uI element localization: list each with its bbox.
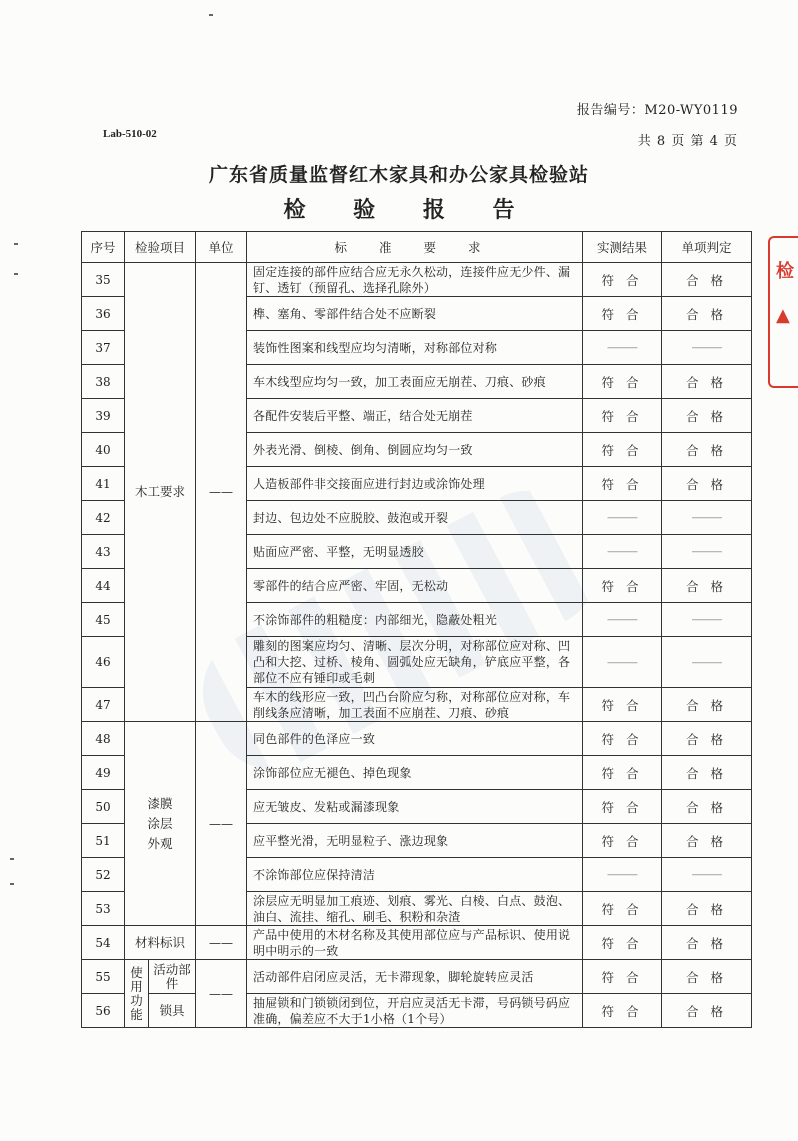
row-no: 38 xyxy=(82,365,125,399)
row-no: 36 xyxy=(82,297,125,331)
report-number: 报告编号：M20-WY0119 xyxy=(576,103,738,118)
judgement-cell: 合 格 xyxy=(662,960,752,994)
requirement-text: 同色部件的色泽应一致 xyxy=(247,722,583,756)
scan-mark xyxy=(14,243,18,245)
row-no: 44 xyxy=(82,569,125,603)
col-header-result: 实测结果 xyxy=(583,232,662,263)
col-header-judgement: 单项判定 xyxy=(662,232,752,263)
judgement-cell: 合 格 xyxy=(662,365,752,399)
row-no: 42 xyxy=(82,501,125,535)
row-no: 43 xyxy=(82,535,125,569)
result-cell: ——— xyxy=(583,637,662,688)
row-no: 37 xyxy=(82,331,125,365)
row-no: 39 xyxy=(82,399,125,433)
requirement-text: 零部件的结合应严密、牢固，无松动 xyxy=(247,569,583,603)
page-info: 共 8 页 第 4 页 xyxy=(637,134,738,149)
station-name: 广东省质量监督红木家具和办公家具检验站 xyxy=(208,164,589,186)
requirement-text: 贴面应严密、平整，无明显透胶 xyxy=(247,535,583,569)
judgement-cell: 合 格 xyxy=(662,756,752,790)
result-cell: ——— xyxy=(583,331,662,365)
result-cell: 符 合 xyxy=(583,433,662,467)
requirement-text: 榫、塞角、零部件结合处不应断裂 xyxy=(247,297,583,331)
unit-cell: —— xyxy=(196,722,247,926)
judgement-cell: 合 格 xyxy=(662,926,752,960)
judgement-cell: ——— xyxy=(662,535,752,569)
result-cell: 符 合 xyxy=(583,569,662,603)
result-cell: ——— xyxy=(583,603,662,637)
group-function: 使用功能 xyxy=(125,960,149,1028)
subgroup-lock: 锁具 xyxy=(149,994,196,1028)
group-material: 材料标识 xyxy=(125,926,196,960)
requirement-text: 固定连接的部件应结合应无永久松动，连接件应无少件、漏钉、透钉（预留孔、选择孔除外） xyxy=(247,263,583,297)
row-no: 48 xyxy=(82,722,125,756)
col-header-no: 序号 xyxy=(82,232,125,263)
row-no: 41 xyxy=(82,467,125,501)
scan-mark xyxy=(10,858,14,860)
result-cell: 符 合 xyxy=(583,790,662,824)
result-cell: 符 合 xyxy=(583,722,662,756)
col-header-unit: 单位 xyxy=(196,232,247,263)
official-stamp: 检 ▲ xyxy=(768,236,798,388)
judgement-cell: 合 格 xyxy=(662,263,752,297)
requirement-text: 应平整光滑，无明显粒子、涨边现象 xyxy=(247,824,583,858)
row-no: 35 xyxy=(82,263,125,297)
scan-mark xyxy=(209,14,213,16)
result-cell: 符 合 xyxy=(583,467,662,501)
table-header-row xyxy=(82,232,752,263)
judgement-cell: 合 格 xyxy=(662,399,752,433)
result-cell: ——— xyxy=(583,858,662,892)
result-cell: 符 合 xyxy=(583,263,662,297)
requirement-text: 涂饰部位应无褪色、掉色现象 xyxy=(247,756,583,790)
col-header-item: 检验项目 xyxy=(125,232,196,263)
group-woodwork: 木工要求 xyxy=(125,263,196,722)
requirement-text: 各配件安装后平整、端正，结合处无崩茬 xyxy=(247,399,583,433)
result-cell: ——— xyxy=(583,501,662,535)
result-cell: 符 合 xyxy=(583,994,662,1028)
judgement-cell: 合 格 xyxy=(662,688,752,722)
judgement-cell: ——— xyxy=(662,637,752,688)
lab-code: Lab-510-02 xyxy=(103,128,157,140)
result-cell: 符 合 xyxy=(583,365,662,399)
requirement-text: 车木线型应均匀一致，加工表面应无崩茬、刀痕、砂痕 xyxy=(247,365,583,399)
row-no: 56 xyxy=(82,994,125,1028)
result-cell: 符 合 xyxy=(583,824,662,858)
requirement-text: 装饰性图案和线型应均匀清晰，对称部位对称 xyxy=(247,331,583,365)
result-cell: 符 合 xyxy=(583,688,662,722)
requirement-text: 应无皱皮、发粘或漏漆现象 xyxy=(247,790,583,824)
table-row xyxy=(82,994,752,1028)
requirement-text: 抽屉锁和门锁锁闭到位，开启应灵活无卡滞，号码锁号码应准确，偏差应不大于1小格（1个号） xyxy=(247,994,583,1028)
row-no: 47 xyxy=(82,688,125,722)
judgement-cell: ——— xyxy=(662,858,752,892)
result-cell: 符 合 xyxy=(583,756,662,790)
judgement-cell: 合 格 xyxy=(662,569,752,603)
row-no: 53 xyxy=(82,892,125,926)
inspection-table xyxy=(81,231,752,1028)
requirement-text: 不涂饰部件的粗糙度：内部细光，隐蔽处粗光 xyxy=(247,603,583,637)
requirement-text: 雕刻的图案应均匀、清晰、层次分明，对称部位应对称、凹凸和大挖、过桥、棱角、圆弧处应无缺角，铲底应平整，各部位不应有锤印或毛刺 xyxy=(247,637,583,688)
table-row xyxy=(82,960,752,994)
report-title: 检 验 报 告 xyxy=(283,198,535,223)
unit-cell: —— xyxy=(196,926,247,960)
table-row xyxy=(82,926,752,960)
row-no: 49 xyxy=(82,756,125,790)
row-no: 50 xyxy=(82,790,125,824)
scan-mark xyxy=(14,273,18,275)
table-row xyxy=(82,722,752,756)
row-no: 55 xyxy=(82,960,125,994)
table-row xyxy=(82,263,752,297)
row-no: 45 xyxy=(82,603,125,637)
row-no: 46 xyxy=(82,637,125,688)
requirement-text: 外表光滑、倒棱、倒角、倒圆应均匀一致 xyxy=(247,433,583,467)
subgroup-moving-parts: 活动部件 xyxy=(149,960,196,994)
row-no: 40 xyxy=(82,433,125,467)
judgement-cell: 合 格 xyxy=(662,994,752,1028)
result-cell: ——— xyxy=(583,535,662,569)
requirement-text: 人造板部件非交接面应进行封边或涂饰处理 xyxy=(247,467,583,501)
judgement-cell: 合 格 xyxy=(662,824,752,858)
requirement-text: 封边、包边处不应脱胶、鼓泡或开裂 xyxy=(247,501,583,535)
row-no: 54 xyxy=(82,926,125,960)
judgement-cell: 合 格 xyxy=(662,467,752,501)
judgement-cell: ——— xyxy=(662,501,752,535)
requirement-text: 活动部件启闭应灵活，无卡滞现象，脚轮旋转应灵活 xyxy=(247,960,583,994)
judgement-cell: 合 格 xyxy=(662,892,752,926)
result-cell: 符 合 xyxy=(583,960,662,994)
judgement-cell: ——— xyxy=(662,603,752,637)
judgement-cell: 合 格 xyxy=(662,790,752,824)
requirement-text: 不涂饰部位应保持清洁 xyxy=(247,858,583,892)
judgement-cell: 合 格 xyxy=(662,433,752,467)
row-no: 51 xyxy=(82,824,125,858)
judgement-cell: 合 格 xyxy=(662,722,752,756)
requirement-text: 产品中使用的木材名称及其使用部位应与产品标识、使用说明中明示的一致 xyxy=(247,926,583,960)
judgement-cell: 合 格 xyxy=(662,297,752,331)
unit-cell: —— xyxy=(196,263,247,722)
unit-cell: —— xyxy=(196,960,247,1028)
group-coating: 漆膜涂层外观 xyxy=(125,722,196,926)
judgement-cell: ——— xyxy=(662,331,752,365)
col-header-standard: 标 准 要 求 xyxy=(247,232,583,263)
result-cell: 符 合 xyxy=(583,399,662,433)
row-no: 52 xyxy=(82,858,125,892)
requirement-text: 车木的线形应一致，凹凸台阶应匀称，对称部位应对称，车削线条应清晰，加工表面不应崩茬、刀痕、砂痕 xyxy=(247,688,583,722)
scan-mark xyxy=(10,883,14,885)
requirement-text: 涂层应无明显加工痕迹、划痕、雾光、白棱、白点、鼓泡、油白、流挂、缩孔、刷毛、积粉和杂渣 xyxy=(247,892,583,926)
result-cell: 符 合 xyxy=(583,926,662,960)
result-cell: 符 合 xyxy=(583,892,662,926)
result-cell: 符 合 xyxy=(583,297,662,331)
